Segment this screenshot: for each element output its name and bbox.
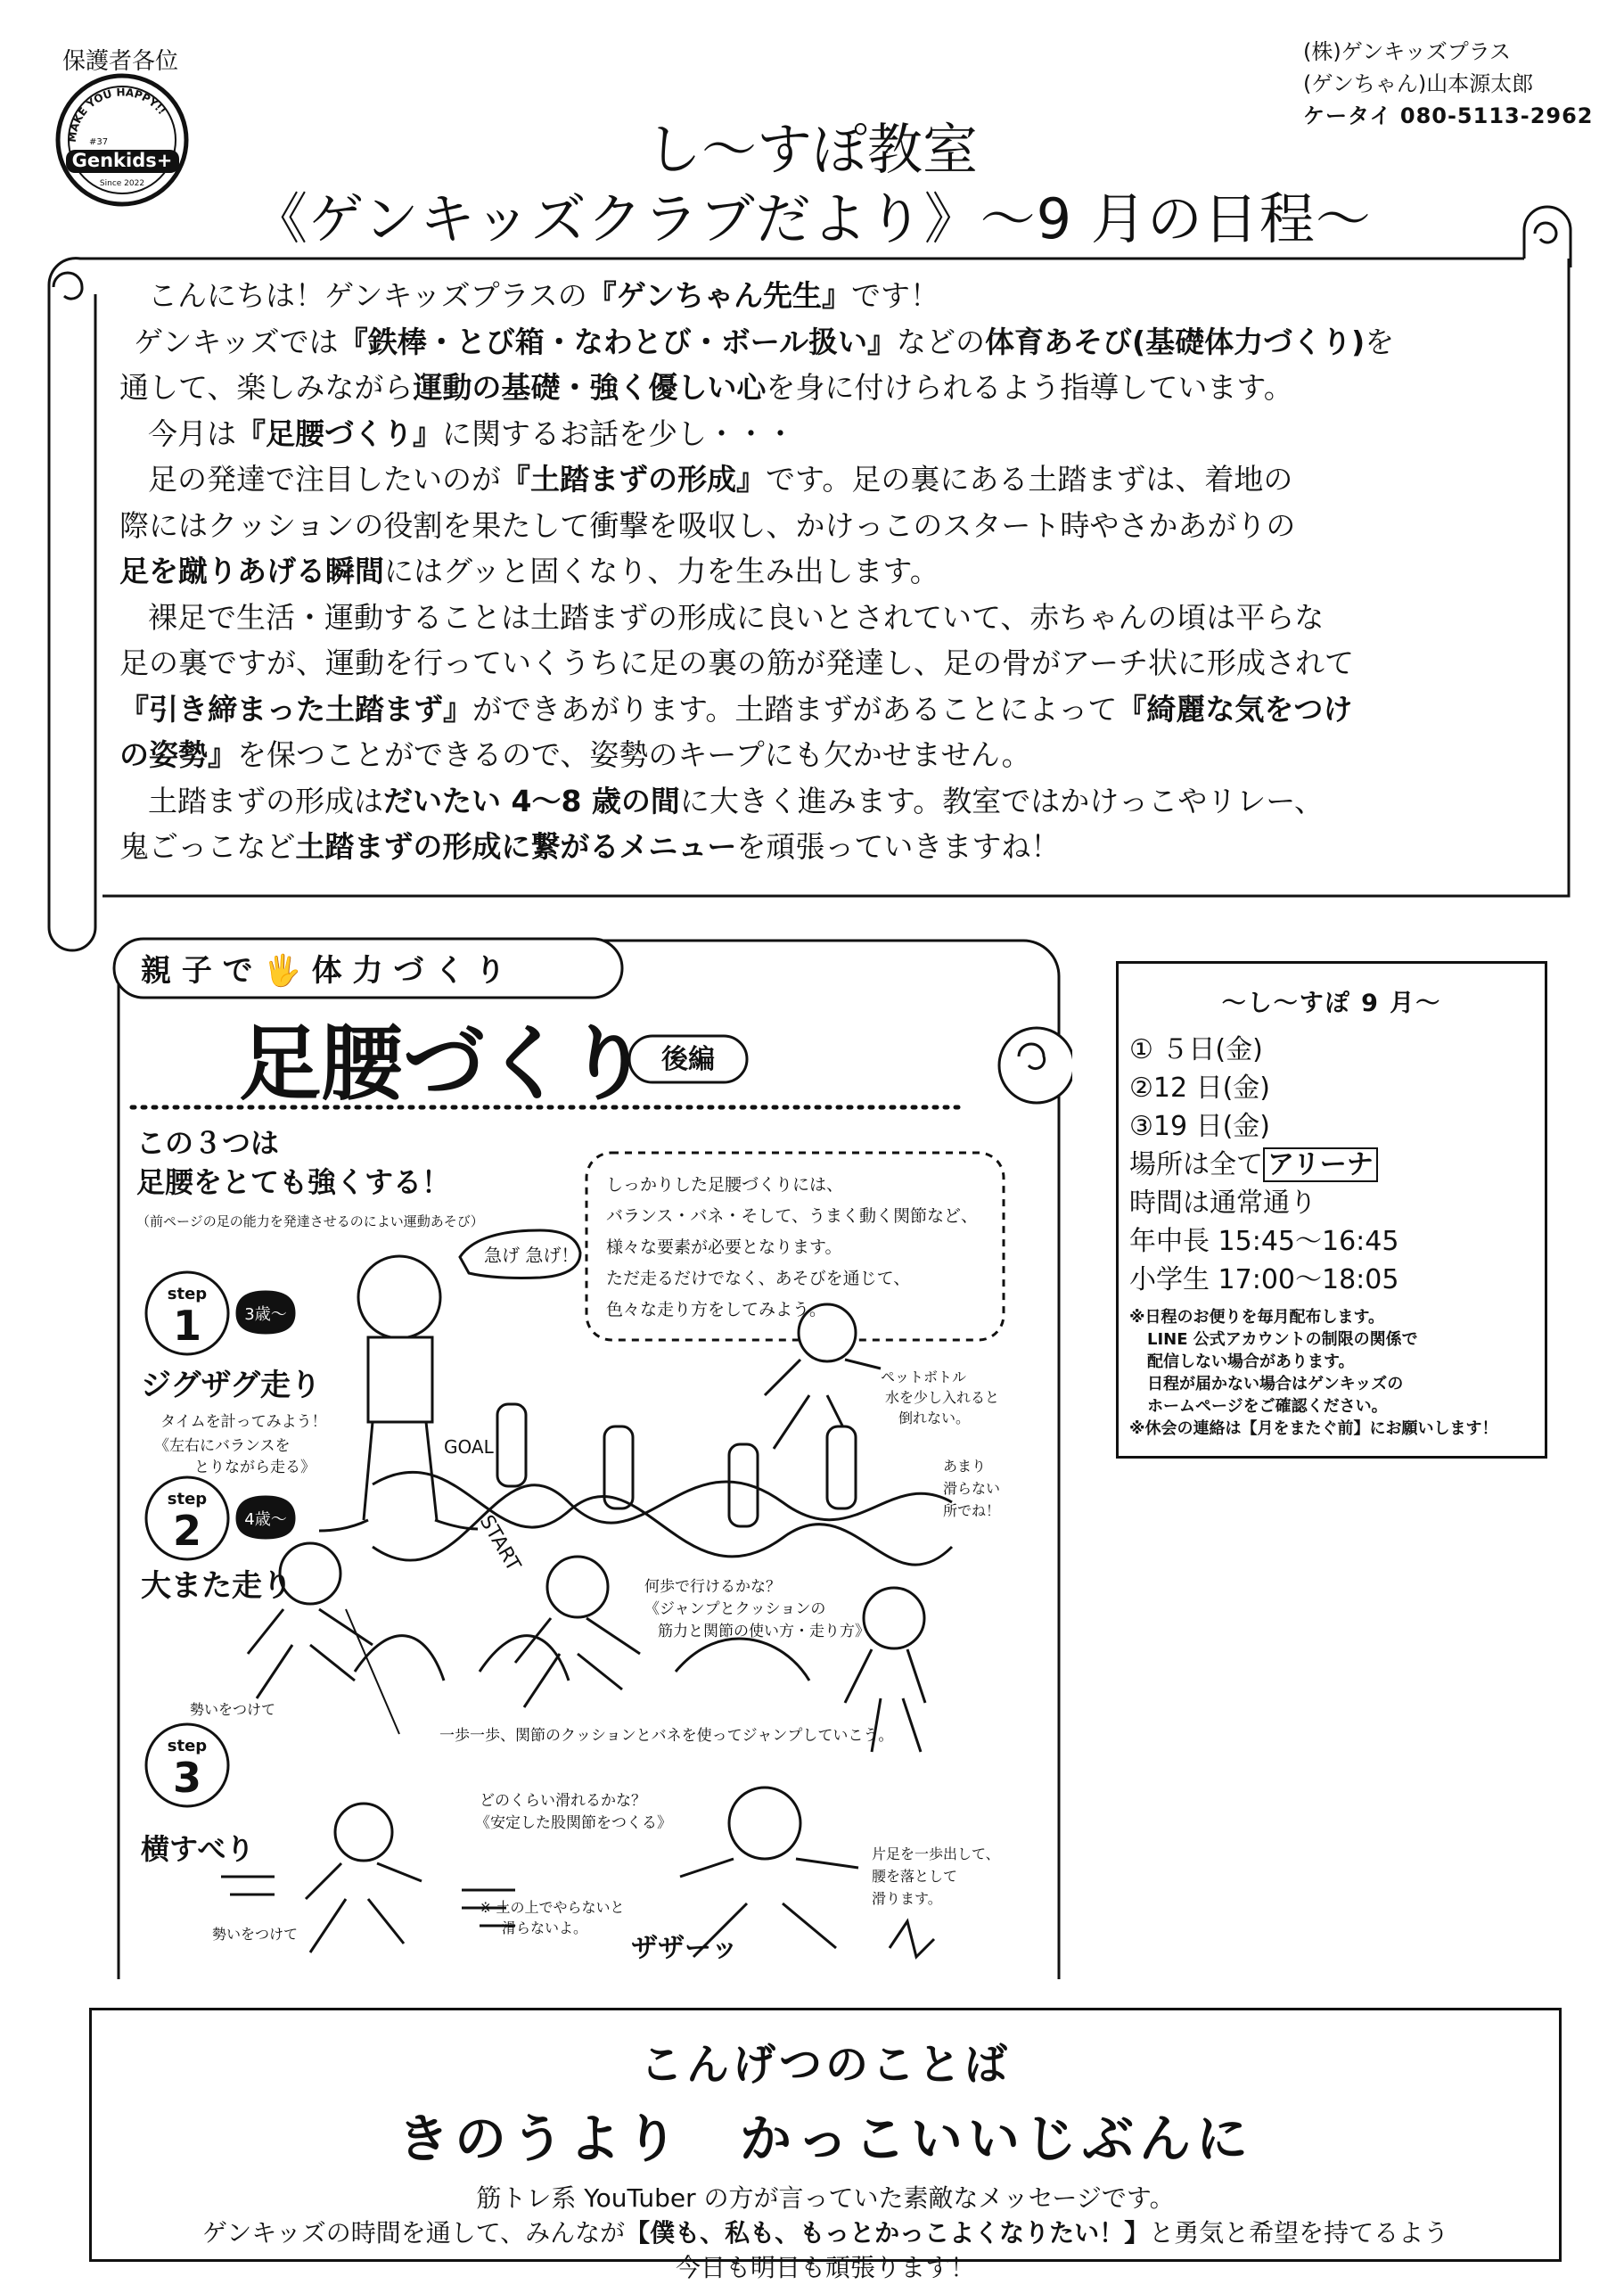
illus-lead-note: （前ページの足の能力を発達させるのによい運動あそび） [136, 1213, 484, 1229]
intro-text-segment: 『綺麗な気をつけ [1117, 691, 1353, 727]
quote-line-part: 【僕も、私も、もっとかっこよくなりたい！】 [625, 2218, 1150, 2248]
quote-main: きのうより かっこいいじぶんに [397, 2108, 1253, 2169]
schedule-note: ホームページをご確認ください。 [1147, 1397, 1388, 1416]
page-title: し〜すぽ教室 [645, 117, 978, 182]
intro-text-segment: 足の裏ですが、運動を行っていくうちに足の裏の筋が発達し、足の骨がアーチ状に形成されて [119, 645, 1355, 680]
quote-line [92, 2215, 1559, 2250]
step-caption: 《左右にバランスを [154, 1437, 291, 1455]
intro-text-segment: 足の発達で注目したいのが [148, 462, 501, 497]
quote-line-part: と勇気と希望を持てるよう [1149, 2218, 1449, 2248]
intro-text-segment: 鬼ごっこなど [119, 829, 296, 864]
bottle-note: 水を少し入れると [885, 1389, 1000, 1406]
addressee: 保護者各位 [62, 48, 179, 75]
company-person: (ゲンちゃん)山本源太郎 [1303, 71, 1534, 96]
illus-box-line: しっかりした足腰づくりには、 [606, 1175, 844, 1195]
schedule-note: 日程が届かない場合はゲンキッズの [1147, 1375, 1404, 1393]
schedule-place-name: アリーナ [1263, 1147, 1378, 1182]
step-number: 3 [172, 1754, 202, 1802]
quote-heading: こんげつのことば [639, 2040, 1011, 2090]
illus-box-line: ただ走るだけでなく、あそびを通じて、 [606, 1269, 911, 1288]
intro-text-segment: 足を蹴りあげる瞬間 [119, 554, 384, 588]
schedule-place-prefix: 場所は全て [1129, 1149, 1263, 1180]
step-caption: 《安定した股関節をつくる》 [475, 1814, 672, 1832]
page-subtitle: 《ゲンキッズクラブだより》〜9 月の日程〜 [252, 186, 1372, 251]
step-caption: タイムを計ってみよう！ [160, 1413, 327, 1431]
schedule-date: ②12 日(金) [1129, 1073, 1271, 1104]
intro-text-segment: 『引き締まった土踏まず』 [119, 691, 472, 727]
step-word: step [167, 1285, 208, 1303]
intro-text-segment: 『足腰づくり』 [236, 415, 442, 451]
intro-text-segment: に関するお話を少し・・・ [442, 415, 795, 451]
schedule-note: LINE 公式アカウントの制限の関係で [1147, 1330, 1418, 1349]
step-word: step [167, 1490, 208, 1508]
schedule-note: ※日程のお便りを毎月配布します。 [1129, 1308, 1385, 1327]
quote-line: 今日も明日も頑張ります！ [675, 2253, 975, 2282]
intro-text-segment: にはグッと固くなり、力を生み出します。 [384, 554, 939, 588]
logo-arc-text: MAKE YOU HAPPY!! [65, 86, 168, 144]
intro-text-segment: の姿勢』 [119, 737, 237, 772]
intro-text-segment: だいたい 4〜8 歳の間 [383, 783, 680, 818]
intro-text-segment: です。足の裏にある土踏まずは、着地の [766, 462, 1293, 497]
bottle-note: ペットボトル [881, 1369, 967, 1385]
step-caption: ※ 土の上でやらないと [480, 1899, 625, 1916]
start-label: START [474, 1511, 525, 1575]
quote-line-part: ゲンキッズの時間を通して、みんなが [201, 2218, 626, 2248]
schedule-date: ① ５日(金) [1129, 1034, 1263, 1065]
illus-banner: 親 子 で 🖐 体 力 づ く り [141, 953, 506, 989]
bottle-note: 倒れない。 [898, 1410, 971, 1426]
intro-text-segment: 『鉄棒・とび箱・なわとび・ボール扱い』 [338, 324, 898, 359]
intro-text-segment: こんにちは！ゲンキッズプラスの [148, 278, 587, 313]
intro-text-segment: などの [897, 324, 986, 359]
step-caption: どのくらい滑れるかな？ [480, 1792, 646, 1810]
illus-lead: この３つは [136, 1126, 280, 1160]
illus-title: 足腰づくり [239, 1016, 650, 1112]
step-caption: 《ジャンプとクッションの [644, 1600, 826, 1618]
illus-badge: 後編 [661, 1044, 715, 1075]
step-caption: 筋力と関節の使い方・走り方》 [658, 1623, 870, 1640]
schedule-place [1129, 1146, 1545, 1184]
step-name: 大また走り [141, 1568, 292, 1604]
schedule-box [1116, 961, 1547, 1459]
intro-text-segment: 土踏まずの形成に繋がるメニュー [295, 829, 737, 864]
intro-text [119, 273, 1563, 870]
step-caption: 勢いをつけて [212, 1926, 299, 1943]
intro-text-segment: ゲンキッズでは [134, 324, 339, 359]
step-age: 4歳〜 [244, 1510, 287, 1529]
intro-text-segment: です！ [851, 278, 940, 313]
intro-text-segment: 『ゲンちゃん先生』 [586, 278, 852, 313]
step-caption: 滑らないよ。 [502, 1919, 588, 1936]
illus-box-line: 色々な走り方をしてみよう。 [606, 1300, 827, 1319]
company-name: (株)ゲンキッズプラス [1303, 39, 1512, 64]
step-caption: 勢いをつけて [190, 1701, 276, 1718]
step-word: step [167, 1737, 208, 1755]
intro-text-segment: を保つことができるので、姿勢のキープにも欠かせません。 [237, 737, 1031, 772]
step-caption: とりながら走る》 [194, 1459, 316, 1476]
sound-effect: ザザーッ [631, 1933, 738, 1964]
schedule-heading: 〜し〜すぽ 9 月〜 [1221, 990, 1442, 1017]
intro-text-segment: 際にはクッションの役割を果たして衝撃を吸収し、かけっこのスタート時やさかあがりの [119, 507, 1296, 543]
schedule-note: 配信しない場合があります。 [1147, 1352, 1355, 1371]
illus-box-line: バランス・バネ・そして、うまく動く関節など、 [606, 1206, 979, 1226]
step-name: 横すべり [141, 1832, 255, 1866]
intro-text-segment: 今月は [148, 415, 236, 451]
step-number: 1 [172, 1302, 202, 1350]
intro-text-segment: 通して、楽しみながら [119, 370, 414, 405]
step-name: ジグザグ走り [141, 1368, 321, 1403]
logo-brand: Genkids+ [71, 150, 173, 171]
intro-text-segment: 裸足で生活・運動することは土踏まずの形成に良いとされていて、赤ちゃんの頃は平らな [148, 599, 1325, 635]
goal-label: GOAL! [444, 1436, 501, 1458]
step-caption: 腰を落として [872, 1868, 958, 1885]
schedule-date: ③19 日(金) [1129, 1111, 1271, 1142]
surface-note: 所でね！ [943, 1502, 1001, 1519]
intro-text-segment: を頑張っていきますね！ [736, 829, 1061, 864]
company-phone: ケータイ 080-5113-2962 [1303, 103, 1594, 128]
exercise-illustration [105, 932, 1072, 1979]
speech-bubble-text: 急げ 急げ！ [484, 1245, 579, 1266]
intro-text-segment: ができあがります。土踏まずがあることによって [472, 691, 1118, 727]
step-caption: 片足を一歩出して、 [872, 1845, 1000, 1862]
step-age: 3歳〜 [244, 1305, 287, 1324]
illus-lead: 足腰をとても強くする！ [136, 1165, 451, 1199]
step-caption: 一歩一歩、関節のクッションとバネを使ってジャンプしていこう。 [439, 1727, 894, 1745]
schedule-time-note: 時間は通常通り [1129, 1188, 1316, 1219]
schedule-time: 年中長 15:45〜16:45 [1129, 1226, 1399, 1257]
intro-text-segment: を [1365, 324, 1395, 359]
logo-since: Since 2022 [99, 179, 145, 188]
step-caption: 滑ります。 [872, 1890, 942, 1907]
intro-text-segment: に大きく進みます。教室ではかけっこやリレー、 [679, 783, 1324, 818]
logo-badge: #37 [89, 137, 109, 147]
illus-box-line: 様々な要素が必要となります。 [606, 1237, 842, 1257]
step-caption: 何歩で行けるかな？ [644, 1578, 781, 1596]
monthly-quote-box [89, 2008, 1562, 2282]
intro-text-segment: 『土踏まずの形成』 [501, 462, 766, 497]
intro-text-segment: 体育あそび(基礎体力づくり) [985, 324, 1366, 359]
surface-note: あまり [943, 1458, 987, 1475]
intro-text-segment: を身に付けられるよう指導しています。 [766, 370, 1293, 405]
quote-line: 筋トレ系 YouTuber の方が言っていた素敵なメッセージです。 [476, 2183, 1175, 2213]
step-number: 2 [172, 1507, 202, 1555]
intro-text-segment: 土踏まずの形成は [148, 783, 383, 818]
schedule-note: ※休会の連絡は【月をまたぐ前】にお願いします！ [1129, 1419, 1498, 1438]
intro-text-segment: 運動の基礎・強く優しい心 [413, 370, 767, 405]
surface-note: 滑らない [943, 1480, 1001, 1497]
schedule-time: 小学生 17:00〜18:05 [1129, 1264, 1399, 1295]
